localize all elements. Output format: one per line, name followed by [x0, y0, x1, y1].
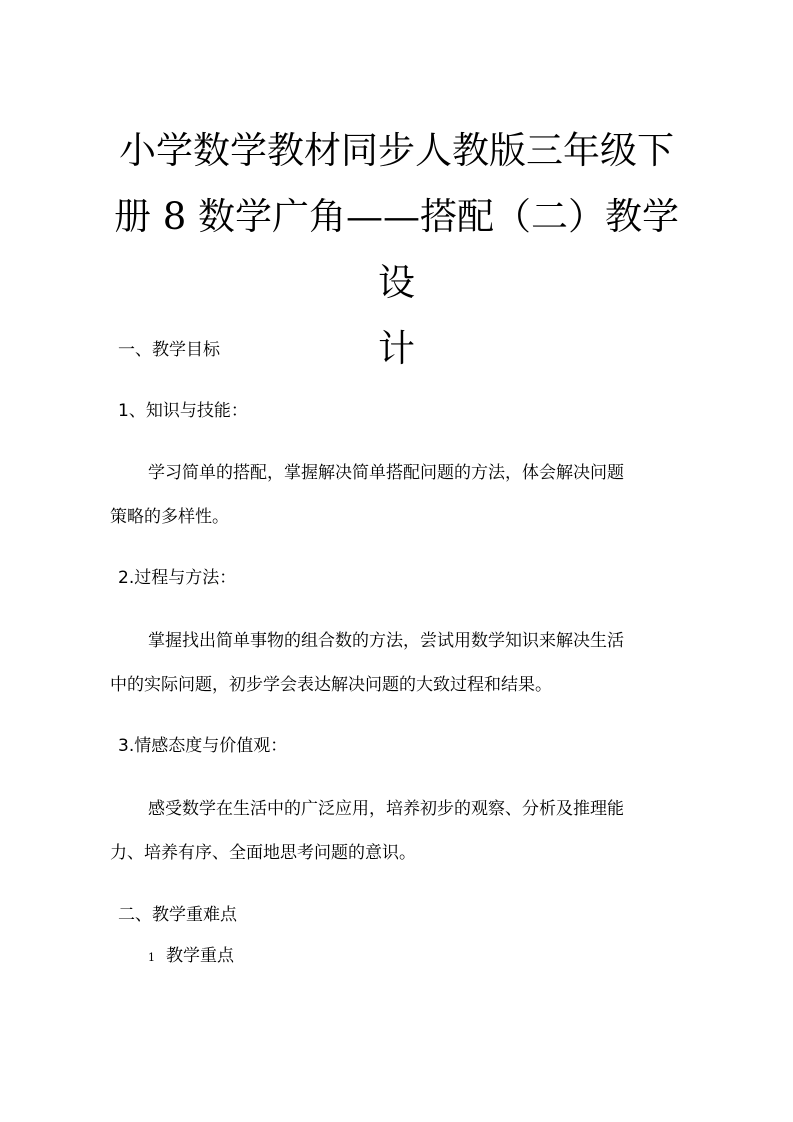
- paragraph-attitudes-values: [110, 787, 685, 875]
- section-heading-key-points: 二、教学重难点: [118, 905, 237, 925]
- subheading-knowledge-skills: 1、知识与技能：: [118, 401, 248, 421]
- title-line-1: 小学数学教材同步人教版三年级下: [119, 129, 674, 172]
- paragraph-knowledge-skills: [110, 451, 685, 539]
- title-line-2: 册 8 数学广角——搭配（二）教学设: [113, 195, 680, 304]
- paragraph-line: 掌握找出简单事物的组合数的方法，尝试用数学知识来解决生活: [148, 631, 624, 651]
- paragraph-line: 力、培养有序、全面地思考问题的意识。: [110, 843, 416, 863]
- paragraph-line: 感受数学在生活中的广泛应用，培养初步的观察、分析及推理能: [148, 799, 624, 819]
- subheading-process-methods: 2.过程与方法：: [118, 568, 237, 588]
- paragraph-line: 策略的多样性。: [110, 507, 229, 527]
- section-heading-objectives: 一、教学目标: [118, 340, 220, 360]
- paragraph-process-methods: [110, 619, 685, 707]
- title-line-3: 计: [378, 327, 415, 370]
- list-item-label: 教学重点: [166, 946, 234, 966]
- paragraph-line: 学习简单的搭配，掌握解决简单搭配问题的方法，体会解决问题: [148, 463, 624, 483]
- paragraph-line: 中的实际问题，初步学会表达解决问题的大致过程和结果。: [110, 675, 552, 695]
- list-item-number: 1: [148, 951, 155, 964]
- subheading-attitudes-values: 3.情感态度与价值观：: [118, 736, 288, 756]
